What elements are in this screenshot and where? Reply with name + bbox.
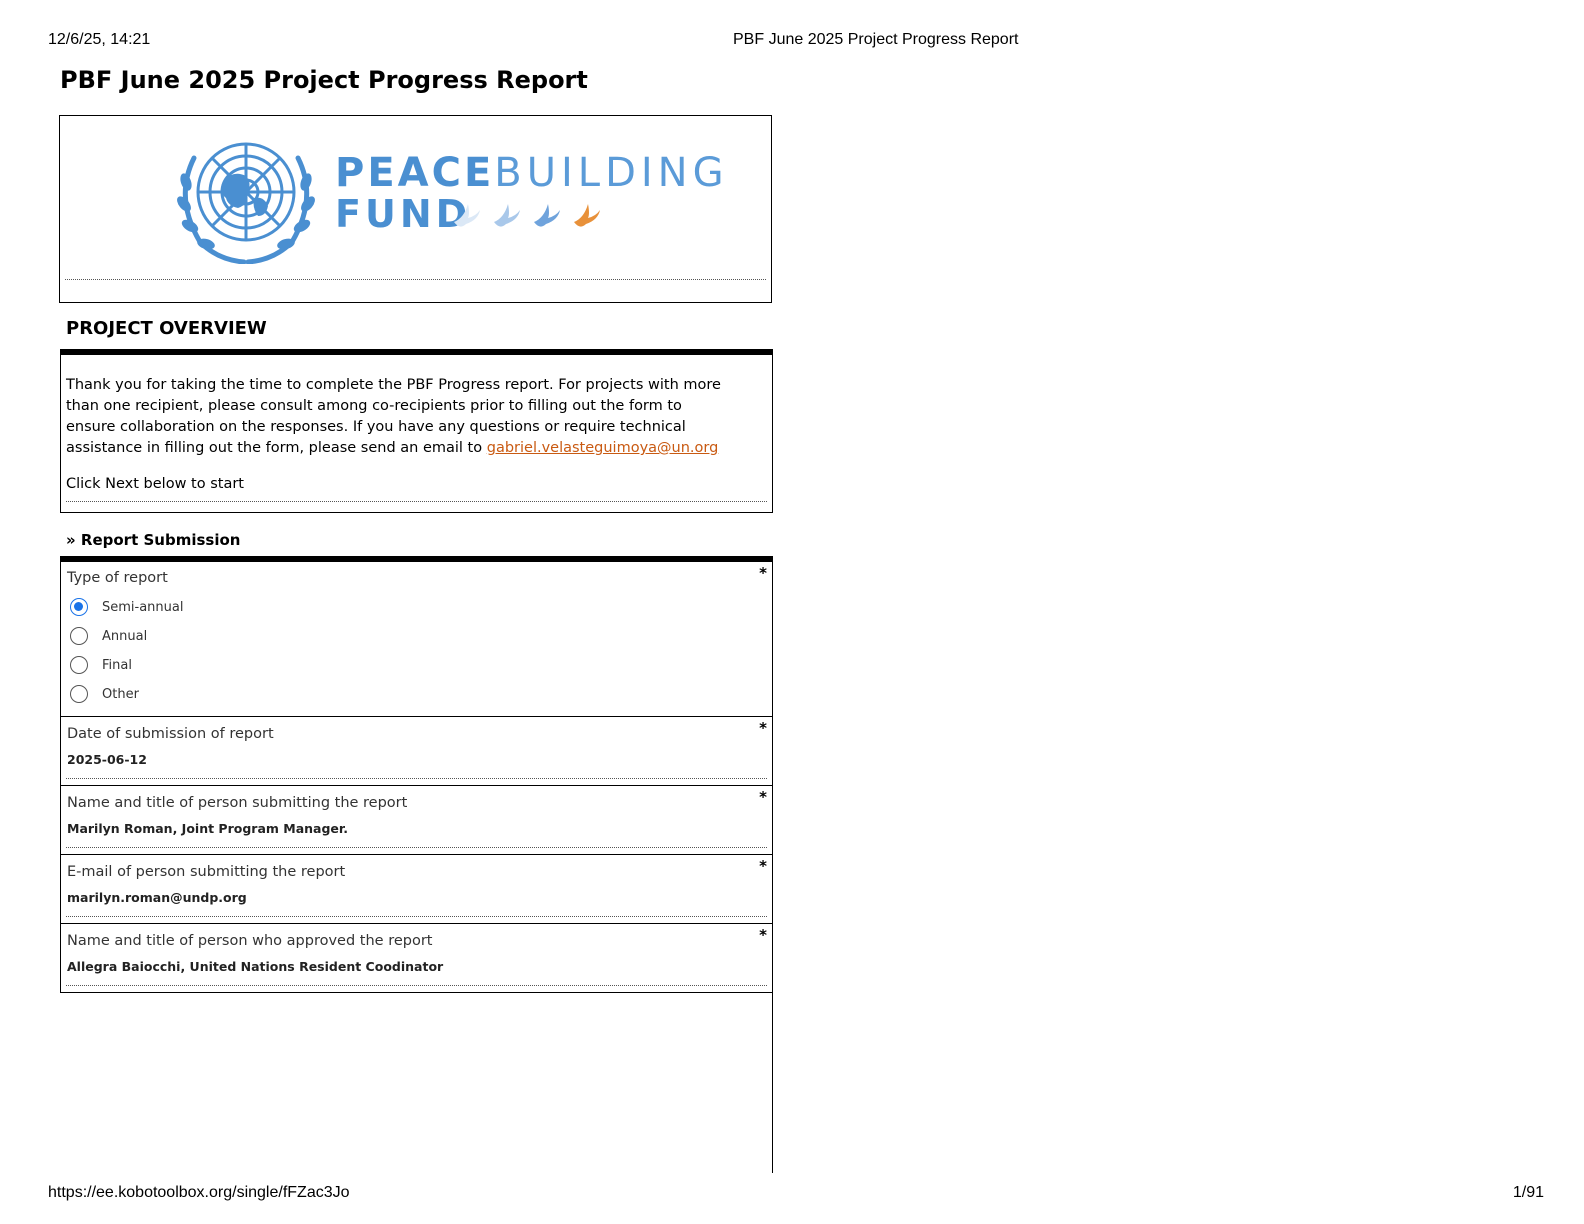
question-type-of-report — [60, 556, 773, 717]
doves-icon — [452, 198, 612, 232]
radio-label: Semi-annual — [102, 599, 184, 615]
divider — [66, 916, 767, 917]
divider — [66, 985, 767, 986]
print-header-title: PBF June 2025 Project Progress Report — [733, 31, 1019, 48]
radio-option-annual[interactable] — [70, 625, 147, 647]
radio-label: Other — [102, 686, 139, 702]
divider — [66, 778, 767, 779]
print-datetime: 12/6/25, 14:21 — [48, 31, 151, 48]
page-title: PBF June 2025 Project Progress Report — [60, 66, 588, 94]
radio-label: Annual — [102, 628, 148, 644]
question-submitter-email — [60, 854, 773, 924]
group-title: » Report Submission — [66, 531, 241, 549]
print-page-number: 1/91 — [1512, 1184, 1544, 1201]
question-label: Date of submission of report — [67, 726, 274, 742]
required-marker: * — [759, 564, 767, 582]
radio-option-other[interactable] — [70, 683, 139, 705]
required-marker: * — [759, 788, 767, 806]
start-hint: Click Next below to start — [66, 476, 244, 492]
intro-note — [60, 349, 773, 513]
radio-option-final[interactable] — [70, 654, 132, 676]
required-marker: * — [759, 857, 767, 875]
print-footer-url: https://ee.kobotoolbox.org/single/fFZac3Jo — [48, 1184, 350, 1201]
un-emblem-icon — [168, 128, 324, 264]
question-approver-name — [60, 923, 773, 993]
radio-option-semi-annual[interactable] — [70, 596, 183, 618]
intro-paragraph — [66, 375, 726, 459]
contact-email-link[interactable]: gabriel.velasteguimoya@un.org — [486, 440, 719, 456]
question-label: Name and title of person who approved the report — [67, 933, 433, 949]
question-date-of-submission — [60, 716, 773, 786]
email-answer[interactable]: marilyn.roman@undp.org — [67, 890, 247, 905]
radio-label: Final — [102, 657, 132, 673]
radio-button[interactable] — [70, 656, 88, 674]
submitter-answer[interactable]: Marilyn Roman, Joint Program Manager. — [67, 821, 349, 836]
divider — [66, 501, 767, 502]
logo-wordmark-line1: PEACEBUILDING — [335, 150, 729, 196]
approver-answer[interactable]: Allegra Baiocchi, United Nations Resident Coodinator — [67, 959, 444, 974]
logo-wordmark-line2: FUND — [335, 192, 472, 236]
radio-button[interactable] — [70, 627, 88, 645]
radio-button-checked[interactable] — [70, 598, 88, 616]
required-marker: * — [759, 926, 767, 944]
divider — [65, 279, 766, 280]
section-title: PROJECT OVERVIEW — [66, 318, 267, 339]
radio-button[interactable] — [70, 685, 88, 703]
divider — [66, 847, 767, 848]
logo-panel — [59, 115, 772, 303]
question-submitter-name — [60, 785, 773, 855]
question-label: Type of report — [67, 570, 168, 586]
question-label: Name and title of person submitting the report — [67, 795, 408, 811]
date-answer[interactable]: 2025-06-12 — [67, 752, 147, 767]
required-marker: * — [759, 719, 767, 737]
question-label: E-mail of person submitting the report — [67, 864, 346, 880]
intro-text: Thank you for taking the time to complete the PBF Progress report. For projects with more than one recipient, please consult among co-recipients prior to filling out the form to ensure collaboration on the responses. If you have any questions or require technical assistance in filling out the form, please send an email to — [66, 377, 721, 456]
